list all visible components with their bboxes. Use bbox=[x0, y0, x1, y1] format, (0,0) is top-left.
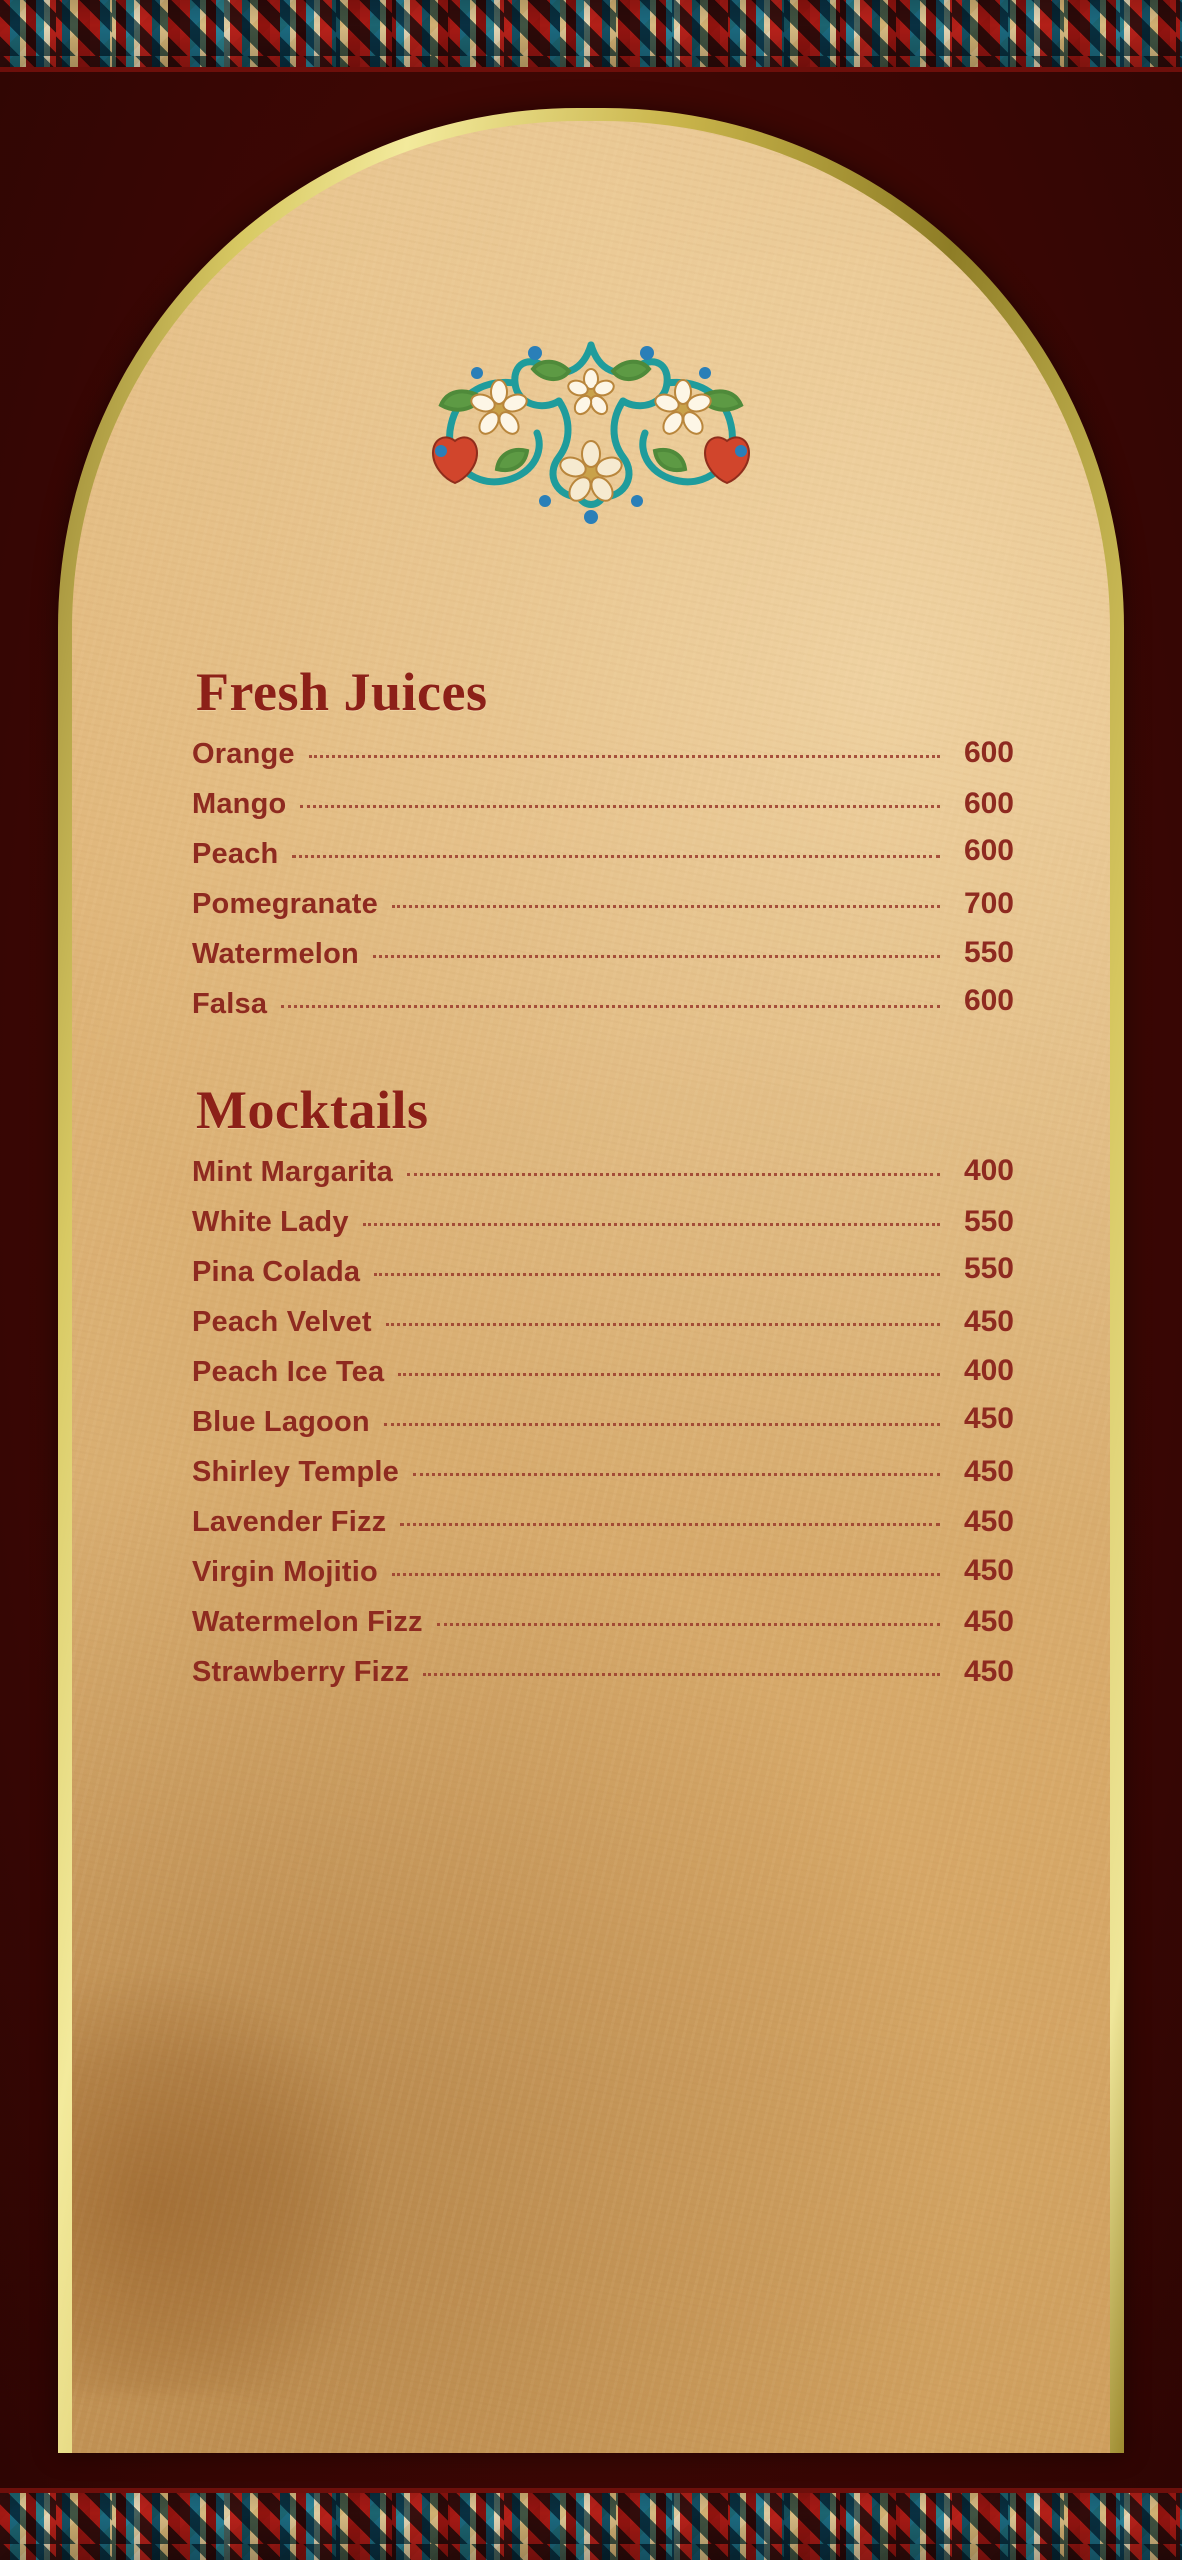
menu-item-price: 400 bbox=[963, 1154, 1014, 1187]
menu-item-name: Shirley Temple bbox=[192, 1456, 399, 1488]
menu-item-price: 450 bbox=[963, 1505, 1014, 1538]
kilim-shading bbox=[0, 2488, 1182, 2560]
section-title: Mocktails bbox=[196, 1080, 429, 1140]
menu-item bbox=[192, 1205, 1014, 1239]
menu-item bbox=[192, 787, 1014, 821]
leader-dots bbox=[392, 1572, 940, 1576]
leader-dots bbox=[384, 1422, 940, 1426]
leader-dots bbox=[423, 1672, 940, 1676]
menu-item-name: Peach bbox=[192, 838, 279, 870]
leader-dots bbox=[413, 1472, 940, 1476]
menu-item-name: Pomegranate bbox=[192, 888, 378, 920]
menu-item-name: Mint Margarita bbox=[192, 1156, 393, 1188]
menu-item-name: Orange bbox=[192, 738, 295, 770]
menu-item-price: 550 bbox=[963, 936, 1014, 969]
menu-item-price: 700 bbox=[963, 887, 1014, 920]
menu-item bbox=[192, 737, 1014, 771]
menu-item-price: 450 bbox=[963, 1655, 1014, 1688]
leader-dots bbox=[281, 1004, 940, 1008]
menu-item bbox=[192, 1505, 1014, 1539]
menu-item bbox=[192, 1605, 1014, 1639]
leader-dots bbox=[400, 1522, 940, 1526]
menu-item-price: 400 bbox=[963, 1354, 1014, 1387]
menu-item-name: Blue Lagoon bbox=[192, 1406, 370, 1438]
menu-item bbox=[192, 1655, 1014, 1689]
bottom-border-pattern bbox=[0, 2488, 1182, 2560]
menu-item-price: 450 bbox=[963, 1402, 1014, 1435]
menu-item-name: Watermelon Fizz bbox=[192, 1606, 423, 1638]
menu-item-name: Strawberry Fizz bbox=[192, 1656, 410, 1688]
menu-item bbox=[192, 834, 1014, 871]
menu-item-price: 600 bbox=[963, 984, 1014, 1017]
menu-item-name: White Lady bbox=[192, 1206, 349, 1238]
leader-dots bbox=[363, 1222, 940, 1226]
leader-dots bbox=[407, 1172, 940, 1176]
menu-item-price: 450 bbox=[963, 1605, 1014, 1638]
menu-content bbox=[192, 661, 1014, 1705]
menu-section-mocktails bbox=[192, 1079, 1014, 1689]
menu-item-price: 550 bbox=[963, 1205, 1014, 1238]
section-title: Fresh Juices bbox=[196, 662, 488, 722]
menu-item-name: Peach Ice Tea bbox=[192, 1356, 385, 1388]
menu-item-name: Pina Colada bbox=[192, 1256, 361, 1288]
leader-dots bbox=[300, 804, 940, 808]
menu-item-price: 550 bbox=[963, 1252, 1014, 1285]
kilim-shading bbox=[0, 0, 1182, 72]
leader-dots bbox=[373, 954, 940, 958]
top-border-pattern bbox=[0, 0, 1182, 72]
leader-dots bbox=[292, 854, 940, 858]
menu-item bbox=[192, 937, 1014, 971]
menu-item-price: 450 bbox=[963, 1305, 1014, 1338]
leader-dots bbox=[386, 1322, 940, 1326]
leader-dots bbox=[437, 1622, 940, 1626]
leader-dots bbox=[309, 754, 940, 758]
menu-item-name: Peach Velvet bbox=[192, 1306, 372, 1338]
kilim-edge bbox=[0, 2488, 1182, 2493]
menu-card-gold-frame bbox=[58, 108, 1124, 2453]
menu-section-fresh-juices bbox=[192, 661, 1014, 1021]
menu-item bbox=[192, 1355, 1014, 1389]
floral-vine-ornament-icon bbox=[331, 301, 851, 561]
kilim-edge bbox=[0, 67, 1182, 72]
leader-dots bbox=[392, 904, 940, 908]
menu-item-name: Mango bbox=[192, 788, 287, 820]
menu-item-name: Virgin Mojitio bbox=[192, 1556, 378, 1588]
leader-dots bbox=[374, 1272, 940, 1276]
menu-item-price: 600 bbox=[963, 736, 1014, 769]
menu-item bbox=[192, 887, 1014, 921]
menu-item bbox=[192, 1402, 1014, 1439]
menu-item bbox=[192, 1555, 1014, 1589]
menu-item bbox=[192, 1252, 1014, 1289]
paper-stain bbox=[72, 1973, 372, 2393]
leader-dots bbox=[398, 1372, 940, 1376]
menu-item bbox=[192, 984, 1014, 1021]
menu-item-price: 450 bbox=[963, 1455, 1014, 1488]
menu-item bbox=[192, 1455, 1014, 1489]
menu-item bbox=[192, 1155, 1014, 1189]
menu-item-price: 450 bbox=[963, 1554, 1014, 1587]
menu-item-name: Falsa bbox=[192, 988, 268, 1020]
menu-item bbox=[192, 1305, 1014, 1339]
menu-item-price: 600 bbox=[963, 787, 1014, 820]
menu-item-price: 600 bbox=[963, 834, 1014, 867]
menu-card-paper bbox=[72, 121, 1110, 2453]
menu-item-name: Lavender Fizz bbox=[192, 1506, 387, 1538]
menu-item-name: Watermelon bbox=[192, 938, 359, 970]
